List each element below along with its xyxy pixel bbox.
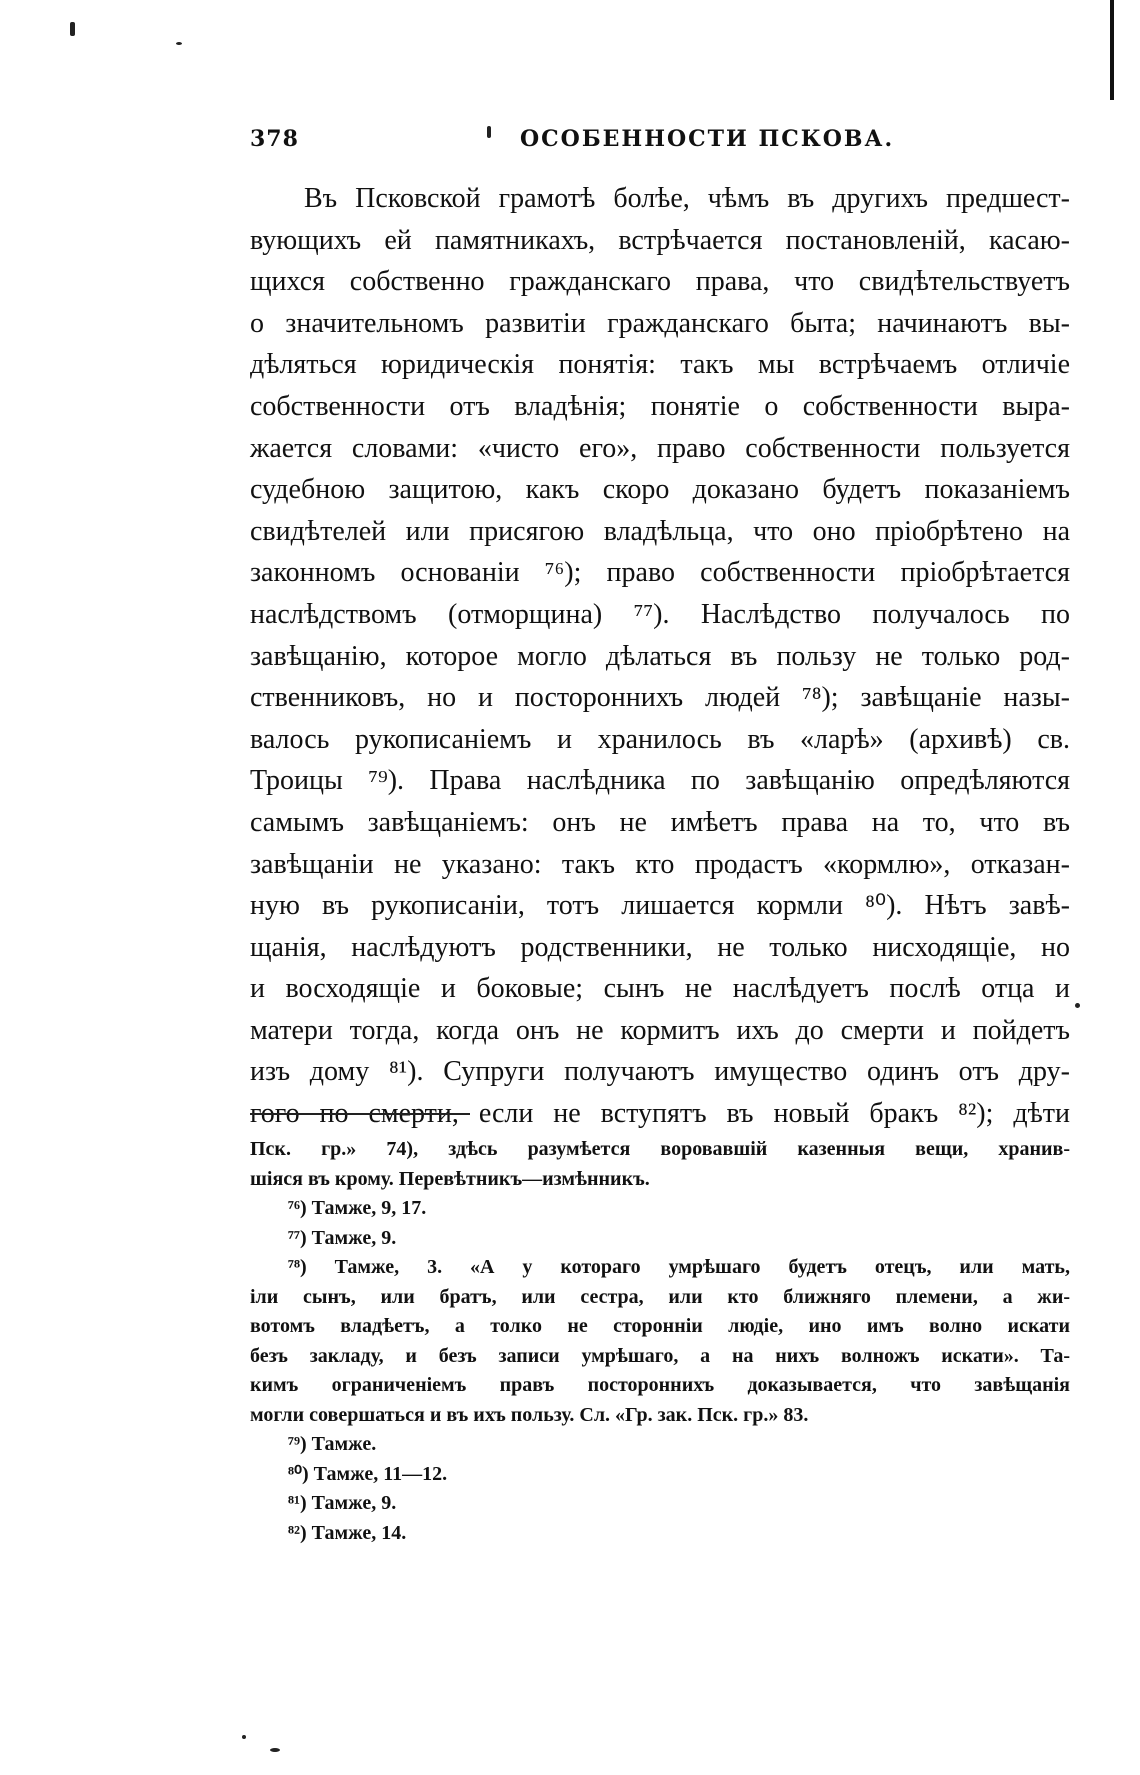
footnote-rule (250, 1113, 470, 1115)
text-line: самымъ завѣщаніемъ: онъ не имѣетъ права на то, что въ (250, 806, 1070, 838)
footnote-line: Пск. гр.» 74), здѣсь разумѣется воровавшій казенныя вещи, хранив- (250, 1138, 1070, 1160)
footnote-line: ⁸⁰) Тамже, 11—12. (288, 1462, 448, 1485)
speck (1075, 1003, 1080, 1008)
text-line: Троицы ⁷⁹). Права наслѣдника по завѣщанію опредѣляются (250, 765, 1070, 797)
running-head: ОСОБЕННОСТИ ПСКОВА. (520, 126, 895, 152)
footnotes (250, 1135, 1070, 1548)
footnote-line: ⁸¹) Тамже, 9. (288, 1492, 397, 1514)
footnote-line: могли совершаться и въ ихъ пользу. Сл. «Гр. зак. Пск. гр.» 83. (250, 1403, 809, 1426)
footnote-line: вотомъ владѣетъ, а толко не сторонніи людіе, ино имъ волно искати (250, 1315, 1070, 1337)
text-line: свидѣтелей или присягою владѣльца, что оно пріобрѣтено на (250, 515, 1070, 547)
footnote-line: ⁷⁸) Тамже, 3. «А у котораго умрѣшаго будетъ отецъ, или мать, (288, 1256, 1070, 1278)
text-line: щихся собственно гражданскаго права, что свидѣтельствуетъ (250, 266, 1070, 298)
text-line: и восходящіе и боковые; сынъ не наслѣдуетъ послѣ отца и (250, 973, 1070, 1005)
text-line: валось рукописаніемъ и хранилось въ «ларѣ» (архивѣ) св. (250, 723, 1070, 755)
page-header (250, 126, 1070, 162)
footnote-line: ⁸²) Тамже, 14. (288, 1521, 407, 1544)
speck (242, 1735, 246, 1739)
text-line: собственности отъ владѣнія; понятіе о собственности выра- (250, 390, 1070, 422)
footnote-line: ⁷⁹) Тамже. (288, 1433, 377, 1455)
text-line: ную въ рукописаніи, тотъ лишается кормли ⁸⁰). Нѣтъ завѣ- (250, 890, 1070, 922)
footnote-line: іли сынъ, или братъ, или сестра, или кто ближняго племени, а жи- (250, 1285, 1070, 1308)
main-text (250, 178, 1070, 1135)
speck (176, 42, 182, 45)
text-line: вующихъ ей памятникахъ, встрѣчается постановленій, касаю- (250, 224, 1070, 256)
text-line: наслѣдствомъ (отморщина) ⁷⁷). Наслѣдство получалось по (250, 598, 1070, 630)
text-line: изъ дому ⁸¹). Супруги получаютъ имущество одинъ отъ дру- (250, 1056, 1070, 1088)
text-line: дѣляться юридическія понятія: такъ мы встрѣчаемъ отличіе (250, 349, 1070, 381)
text-line: завѣщаніи не указано: такъ кто продастъ «кормлю», отказан- (250, 848, 1070, 880)
text-line: жается словами: «чисто его», право собственности пользуется (250, 432, 1070, 464)
footnote-line: кимъ ограниченіемъ правъ постороннихъ доказывается, что завѣщанія (250, 1374, 1070, 1396)
footnote-line: шіяся въ крому. Перевѣтникъ—измѣнникъ. (250, 1167, 650, 1190)
page-number: 378 (250, 126, 299, 152)
text-line: завѣщанію, которое могло дѣлаться въ пользу не только род- (250, 640, 1070, 672)
text-line: о значительномъ развитіи гражданскаго быта; начинаютъ вы- (250, 307, 1070, 339)
text-line: гого по смерти, если не вступятъ въ новый бракъ ⁸²); дѣти (250, 1098, 1070, 1130)
text-line: судебною защитою, какъ скоро доказано будетъ показаніемъ (250, 474, 1070, 506)
text-line: ственниковъ, но и постороннихъ людей ⁷⁸); завѣщаніе назы- (250, 682, 1070, 714)
speck (70, 22, 75, 36)
text-line: щанія, наслѣдуютъ родственники, не только нисходящіе, но (250, 931, 1070, 963)
speck (270, 1748, 280, 1752)
footnote-line: ⁷⁶) Тамже, 9, 17. (288, 1197, 427, 1219)
footnote-line: ⁷⁷) Тамже, 9. (288, 1226, 397, 1249)
page-edge-mark (1110, 0, 1114, 100)
text-line: матери тогда, когда онъ не кормитъ ихъ до смерти и пойдетъ (250, 1014, 1070, 1046)
text-line: законномъ основаніи ⁷⁶); право собственности пріобрѣтается (250, 557, 1070, 589)
text-line: Въ Псковской грамотѣ болѣе, чѣмъ въ другихъ предшест- (304, 183, 1070, 214)
footnote-line: безъ закладу, и безъ записи умрѣшаго, а на нихъ волножъ искати». Та- (250, 1344, 1070, 1367)
